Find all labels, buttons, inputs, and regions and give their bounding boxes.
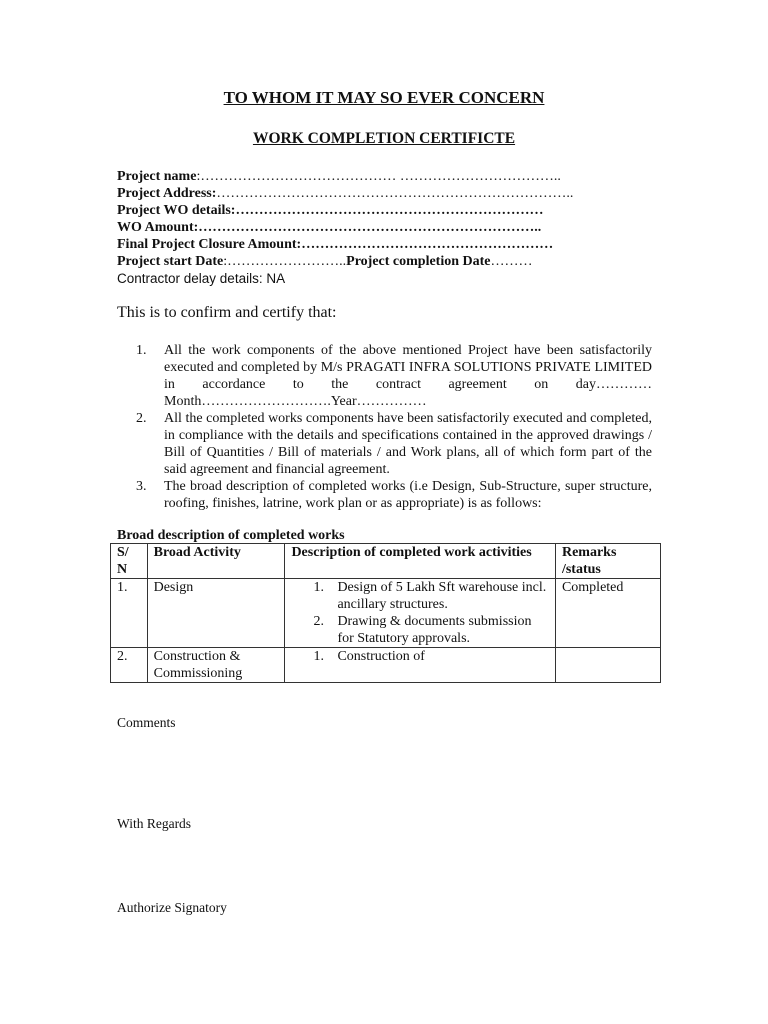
project-fields bbox=[117, 168, 657, 287]
project-address-field: Project Address:………………………………………………………………….. bbox=[117, 186, 574, 201]
col-header-sn: S/ N bbox=[111, 544, 148, 579]
table-header-row bbox=[111, 544, 661, 579]
comments-label: Comments bbox=[117, 715, 176, 730]
cell-description bbox=[285, 648, 556, 683]
col-header-activity: Broad Activity bbox=[147, 544, 285, 579]
closure-amount-field: Final Project Closure Amount:……………………………………………… bbox=[117, 237, 554, 252]
cell-description bbox=[285, 579, 556, 648]
description-item: 1. Design of 5 Lakh Sft warehouse incl. ancillary structures. bbox=[313, 580, 547, 612]
project-name-field: Project name:…………………………………… …………………………….. bbox=[117, 169, 561, 184]
table-title: Broad description of completed works bbox=[117, 528, 345, 543]
regards-label: With Regards bbox=[117, 816, 192, 831]
project-wo-details-field: Project WO details:………………………………………………………… bbox=[117, 203, 544, 218]
description-item: 1. Construction of bbox=[313, 649, 425, 664]
cell-activity: Construction & Commissioning bbox=[147, 648, 285, 683]
certification-list bbox=[136, 342, 652, 512]
page-title: TO WHOM IT MAY SO EVER CONCERN bbox=[223, 88, 545, 107]
contractor-delay-field: Contractor delay details: NA bbox=[117, 271, 286, 286]
certificate-title: WORK COMPLETION CERTIFICTE bbox=[252, 130, 516, 147]
col-header-description: Description of completed work activities bbox=[285, 544, 556, 579]
signatory-label: Authorize Signatory bbox=[117, 900, 227, 915]
list-item: 3. The broad description of completed works (i.e Design, Sub-Structure, super structure, roofing, finishes, latrine, work plan or as appropriate) is as follows: bbox=[136, 479, 652, 511]
cell-sn: 1. bbox=[111, 579, 148, 648]
list-item: 1. All the work components of the above mentioned Project have been satisfactorily executed and completed by M/s PRAGATI INFRA SOLUTIONS PRIVATE LIMITED in accordance to the contract agreement on day…………Month……………………….Year…………… bbox=[136, 343, 652, 409]
table-row bbox=[111, 648, 661, 683]
table-row bbox=[111, 579, 661, 648]
project-dates-field: Project start Date:……………………..Project completion Date……… bbox=[117, 254, 533, 269]
completed-works-table bbox=[110, 543, 661, 683]
col-header-remarks: Remarks /status bbox=[555, 544, 660, 579]
confirm-heading: This is to confirm and certify that: bbox=[117, 304, 337, 321]
cell-remarks: Completed bbox=[555, 579, 660, 648]
cell-activity: Design bbox=[147, 579, 285, 648]
cell-remarks bbox=[555, 648, 660, 683]
list-item: 2. All the completed works components have been satisfactorily executed and completed, in compliance with the details and specifications contained in the approved drawings / Bill of Quantities / Bill of materials / and Work plans, all of which form part of the said agreement and financial agreement. bbox=[136, 411, 652, 477]
wo-amount-field: WO Amount:……………………………………………………………….. bbox=[117, 220, 542, 235]
cell-sn: 2. bbox=[111, 648, 148, 683]
description-item: 2. Drawing & documents submission for Statutory approvals. bbox=[313, 614, 532, 646]
